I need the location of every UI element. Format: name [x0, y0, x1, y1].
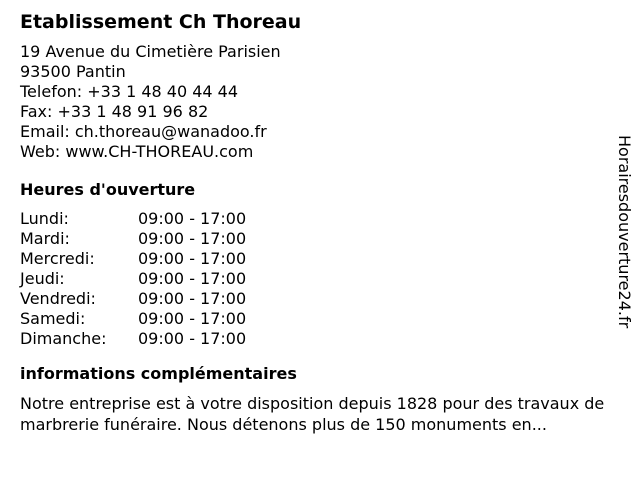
hours-row-mardi [20, 229, 616, 249]
hours-day: Vendredi: [20, 289, 96, 308]
address-city: 93500 Pantin [20, 62, 126, 81]
hours-time: 09:00 - 17:00 [138, 209, 247, 228]
hours-day: Dimanche: [20, 329, 107, 348]
address-street: 19 Avenue du Cimetière Parisien [20, 42, 281, 61]
business-card [20, 10, 616, 435]
web-line: Web: www.CH-THOREAU.com [20, 142, 254, 161]
hours-table [20, 209, 616, 349]
info-heading: informations complémentaires [20, 364, 297, 383]
hours-row-mercredi [20, 249, 616, 269]
email-line: Email: ch.thoreau@wanadoo.fr [20, 122, 267, 141]
hours-day: Lundi: [20, 209, 69, 228]
hours-day: Samedi: [20, 309, 86, 328]
hours-time: 09:00 - 17:00 [138, 269, 247, 288]
hours-time: 09:00 - 17:00 [138, 249, 247, 268]
info-text: Notre entreprise est à votre disposition depuis 1828 pour des travaux de marbrerie funéraire. Nous détenons plus de 150 monuments en... [20, 394, 605, 434]
hours-row-jeudi [20, 269, 616, 289]
hours-row-vendredi [20, 289, 616, 309]
hours-heading: Heures d'ouverture [20, 180, 196, 199]
hours-row-dimanche [20, 329, 616, 349]
hours-row-lundi [20, 209, 616, 229]
hours-time: 09:00 - 17:00 [138, 309, 247, 328]
hours-time: 09:00 - 17:00 [138, 289, 247, 308]
hours-day: Jeudi: [20, 269, 65, 288]
hours-day: Mardi: [20, 229, 70, 248]
hours-row-samedi [20, 309, 616, 329]
business-name: Etablissement Ch Thoreau [20, 11, 302, 33]
site-watermark: Horairesdouverture24.fr [615, 135, 634, 329]
phone-line: Telefon: +33 1 48 40 44 44 [20, 82, 239, 101]
fax-line: Fax: +33 1 48 91 96 82 [20, 102, 209, 121]
hours-time: 09:00 - 17:00 [138, 329, 247, 348]
contact-block [20, 42, 616, 162]
hours-day: Mercredi: [20, 249, 95, 268]
hours-time: 09:00 - 17:00 [138, 229, 247, 248]
